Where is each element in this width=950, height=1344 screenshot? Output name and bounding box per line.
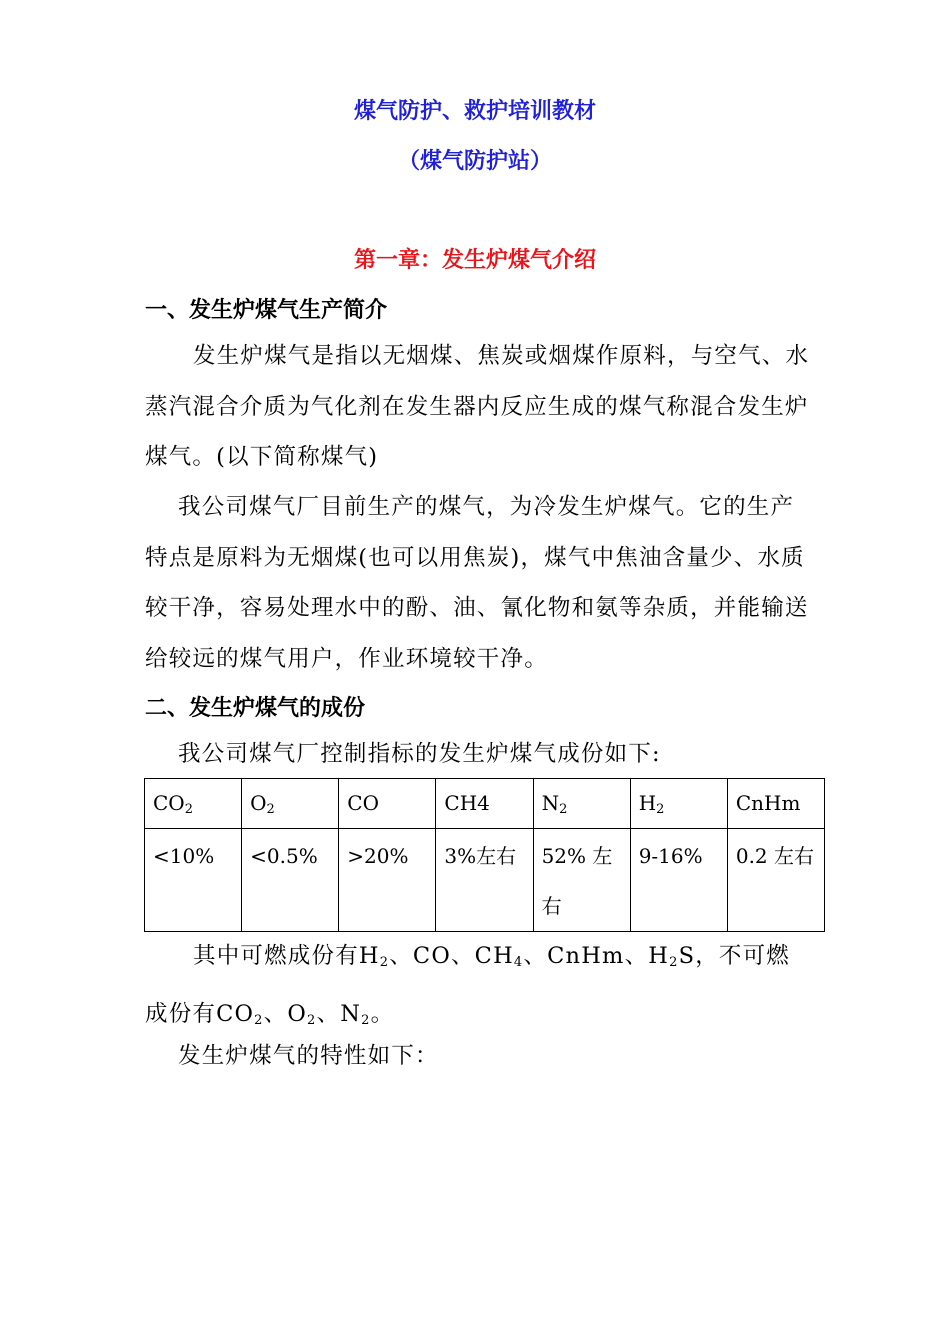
table-header-cell: CO — [339, 779, 436, 829]
table-header-cell: $N_2$ — [533, 779, 630, 829]
paragraph-properties-intro: 发生炉煤气的特性如下： — [178, 1043, 439, 1069]
table-cell: >20% — [339, 829, 436, 932]
table-cell: <10% — [145, 829, 242, 932]
table-header-cell: $O_2$ — [242, 779, 339, 829]
paragraph-company-gas: 我公司煤气厂目前生产的煤气，为冷发生炉煤气。它的生产特点是原料为无烟煤(也可以用焦炭)，煤气中焦油含量少、水质较干净，容易处理水中的酚、油、氰化物和氨等杂质，并能输送给较远的煤气用户，作业环境较干净。 — [145, 494, 809, 672]
table-cell: 52% 左右 — [533, 829, 630, 932]
paragraph-composition-intro: 我公司煤气厂控制指标的发生炉煤气成份如下: — [178, 741, 661, 767]
section-heading-1: 一、发生炉煤气生产简介 — [145, 298, 388, 323]
table-cell: 0.2 左右 — [727, 829, 824, 932]
table-header-row — [145, 779, 825, 829]
table-header-cell: $CO_2$ — [145, 779, 242, 829]
table-cell: 3%左右 — [436, 829, 533, 932]
table-cell: 9-16% — [630, 829, 727, 932]
section-heading-2: 二、发生炉煤气的成份 — [145, 696, 366, 721]
paragraph-production-intro: 发生炉煤气是指以无烟煤、焦炭或烟煤作原料，与空气、水蒸汽混合介质为气化剂在发生器内反应生成的煤气称混合发生炉煤气。(以下简称煤气) — [145, 343, 810, 470]
table-cell: <0.5% — [242, 829, 339, 932]
document-subtitle: （煤气防护站） — [397, 149, 552, 174]
document-title: 煤气防护、救护培训教材 — [353, 99, 596, 124]
table-header-cell: $H_2$ — [630, 779, 727, 829]
table-header-cell: CnHm — [727, 779, 824, 829]
table-header-cell: CH4 — [436, 779, 533, 829]
paragraph-combustible-components: 其中可燃成份有$H_2$、CO、$CH_4$、CnHm、$H_2S$，不可燃成份有$CO_2$、$O_2$、$N_2$。 — [145, 943, 790, 1028]
table-row — [145, 829, 825, 932]
composition-table — [144, 778, 825, 932]
chapter-title: 第一章：发生炉煤气介绍 — [353, 248, 596, 273]
